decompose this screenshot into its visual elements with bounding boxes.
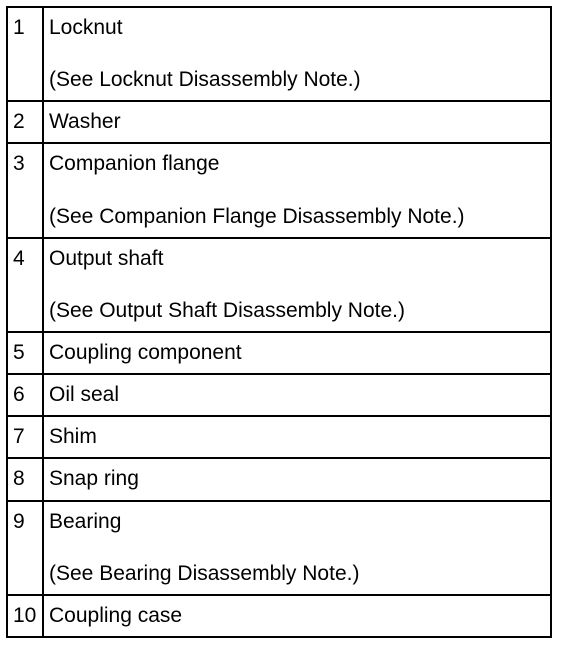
table-row	[7, 332, 551, 374]
part-name: Washer	[49, 110, 121, 134]
table-row	[7, 595, 551, 637]
part-description-cell	[43, 374, 551, 416]
part-name: Snap ring	[49, 467, 139, 491]
table-row	[7, 458, 551, 500]
part-description-cell	[43, 595, 551, 637]
part-name: Oil seal	[49, 383, 120, 407]
parts-table	[6, 6, 552, 638]
part-number-cell: 7	[7, 416, 43, 458]
part-number-cell: 4	[7, 238, 43, 332]
part-number-cell: 10	[7, 595, 43, 637]
part-number-cell: 6	[7, 374, 43, 416]
part-name: Coupling case	[49, 603, 183, 627]
part-number-cell: 3	[7, 143, 43, 237]
table-row	[7, 416, 551, 458]
part-note: (See Output Shaft Disassembly Note.)	[49, 298, 405, 322]
part-name: Output shaft	[49, 246, 164, 270]
table-row	[7, 101, 551, 143]
part-description-cell	[43, 501, 551, 595]
part-description-cell	[43, 143, 551, 237]
part-name: Bearing	[49, 509, 122, 533]
part-description-cell	[43, 458, 551, 500]
part-description-cell	[43, 238, 551, 332]
part-name: Locknut	[49, 16, 123, 39]
part-note: (See Locknut Disassembly Note.)	[49, 68, 361, 92]
part-number-cell: 9	[7, 501, 43, 595]
part-name: Companion flange	[49, 152, 220, 176]
parts-table-body	[7, 7, 551, 637]
part-number-cell: 2	[7, 101, 43, 143]
part-number-cell: 5	[7, 332, 43, 374]
table-row	[7, 501, 551, 595]
table-row	[7, 143, 551, 237]
table-row	[7, 374, 551, 416]
part-note: (See Companion Flange Disassembly Note.)	[49, 204, 465, 228]
part-note: (See Bearing Disassembly Note.)	[49, 561, 360, 585]
part-description-cell	[43, 332, 551, 374]
table-row	[7, 7, 551, 101]
part-description-cell	[43, 7, 551, 101]
part-number-cell: 8	[7, 458, 43, 500]
part-name: Shim	[49, 425, 97, 449]
table-row	[7, 238, 551, 332]
part-name: Coupling component	[49, 340, 242, 364]
part-description-cell	[43, 416, 551, 458]
part-number-cell: 1	[7, 7, 43, 101]
part-description-cell	[43, 101, 551, 143]
